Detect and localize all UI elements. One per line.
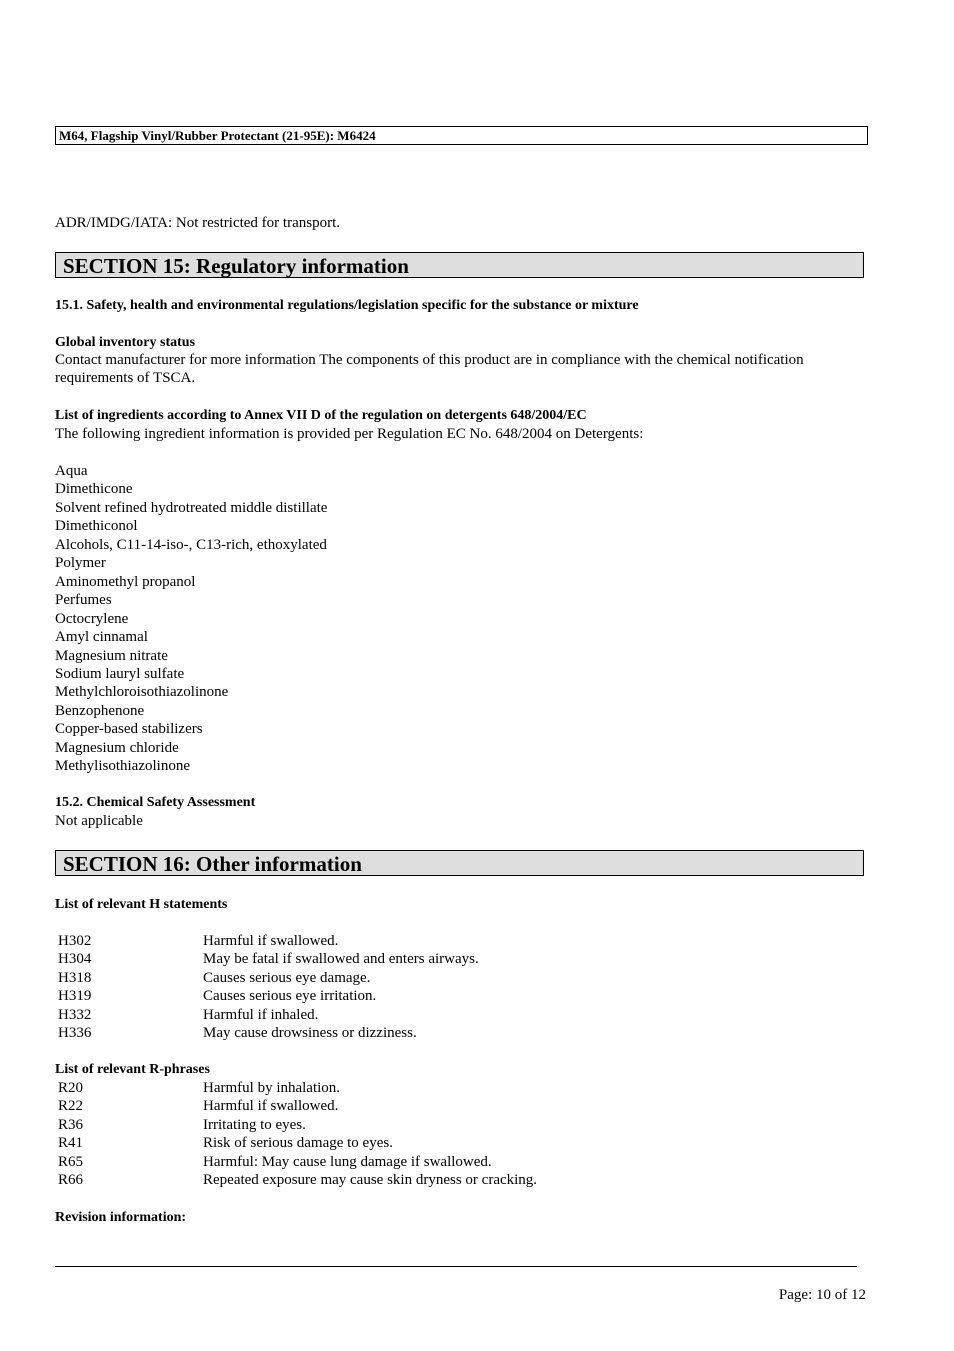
footer-rule xyxy=(55,1266,857,1267)
inventory-text-line-1: Contact manufacturer for more information The components of this product are in compliance with the chemical notification xyxy=(55,352,804,368)
h-statement-text: Causes serious eye irritation. xyxy=(203,988,377,1005)
ingredient-item: Magnesium chloride xyxy=(55,739,179,756)
h-statement-text: Causes serious eye damage. xyxy=(203,969,371,986)
r-phrase-text: Harmful if swallowed. xyxy=(203,1098,339,1115)
ingredient-item: Alcohols, C11-14-iso-, C13-rich, ethoxylated xyxy=(55,536,327,553)
ingredient-item: Polymer xyxy=(55,555,106,572)
r-phrases-title: List of relevant R-phrases xyxy=(55,1062,210,1077)
ingredient-item: Aminomethyl propanol xyxy=(55,573,196,590)
r-phrase-code: R36 xyxy=(58,1116,84,1133)
h-statement-code: H304 xyxy=(58,951,92,968)
r-phrase-code: R22 xyxy=(58,1098,84,1115)
section-15-1-title: 15.1. Safety, health and environmental regulations/legislation specific for the substance or mixture xyxy=(55,298,639,313)
ingredient-item: Copper-based stabilizers xyxy=(55,721,203,738)
r-phrase-text: Harmful: May cause lung damage if swallowed. xyxy=(203,1153,492,1170)
ingredient-item: Aqua xyxy=(55,463,88,479)
h-statements-title: List of relevant H statements xyxy=(55,897,228,912)
section-15-2-title: 15.2. Chemical Safety Assessment xyxy=(55,795,256,810)
revision-title: Revision information: xyxy=(55,1210,187,1225)
inventory-text-line-2: requirements of TSCA. xyxy=(55,370,196,386)
ingredient-item: Perfumes xyxy=(55,592,112,609)
section-16-title: SECTION 16: Other information xyxy=(55,850,864,876)
r-phrase-code: R65 xyxy=(58,1153,84,1170)
page-number: Page: 10 of 12 xyxy=(778,1287,866,1303)
section-15-2-text: Not applicable xyxy=(55,813,143,829)
r-phrase-code: R66 xyxy=(58,1172,84,1188)
ingredient-item: Sodium lauryl sulfate xyxy=(55,665,185,682)
r-phrase-text: Risk of serious damage to eyes. xyxy=(203,1135,393,1152)
ingredient-item: Dimethiconol xyxy=(55,518,138,535)
h-statement-text: Harmful if swallowed. xyxy=(203,933,339,949)
transport-note: ADR/IMDG/IATA: Not restricted for transport. xyxy=(55,215,340,231)
r-phrase-text: Repeated exposure may cause skin dryness or cracking. xyxy=(203,1172,538,1188)
ingredients-intro: The following ingredient information is provided per Regulation EC No. 648/2004 on Detergents: xyxy=(55,426,644,442)
r-phrase-code: R20 xyxy=(58,1080,84,1096)
ingredient-item: Methylchloroisothiazolinone xyxy=(55,684,229,701)
r-phrase-text: Harmful by inhalation. xyxy=(203,1080,341,1096)
section-15-title: SECTION 15: Regulatory information xyxy=(55,252,864,278)
h-statement-text: Harmful if inhaled. xyxy=(203,1006,319,1023)
ingredient-item: Solvent refined hydrotreated middle distillate xyxy=(55,499,328,516)
ingredient-item: Methylisothiazolinone xyxy=(55,758,190,775)
ingredient-item: Magnesium nitrate xyxy=(55,647,168,664)
h-statement-code: H332 xyxy=(58,1006,92,1023)
r-phrase-text: Irritating to eyes. xyxy=(203,1116,306,1133)
r-phrase-code: R41 xyxy=(58,1135,84,1152)
h-statement-code: H319 xyxy=(58,988,92,1005)
h-statement-code: H318 xyxy=(58,969,92,986)
h-statement-code: H336 xyxy=(58,1025,92,1041)
ingredient-item: Dimethicone xyxy=(55,481,133,498)
h-statement-code: H302 xyxy=(58,933,92,949)
inventory-title: Global inventory status xyxy=(55,335,196,350)
h-statement-text: May cause drowsiness or dizziness. xyxy=(203,1025,417,1041)
ingredient-item: Octocrylene xyxy=(55,610,129,627)
h-statement-text: May be fatal if swallowed and enters airways. xyxy=(203,951,479,968)
ingredient-item: Benzophenone xyxy=(55,702,145,719)
document-header: M64, Flagship Vinyl/Rubber Protectant (21-95E): M6424 xyxy=(55,126,868,145)
ingredients-title: List of ingredients according to Annex VII D of the regulation on detergents 648/2004/EC xyxy=(55,408,587,423)
ingredient-item: Amyl cinnamal xyxy=(55,629,148,646)
